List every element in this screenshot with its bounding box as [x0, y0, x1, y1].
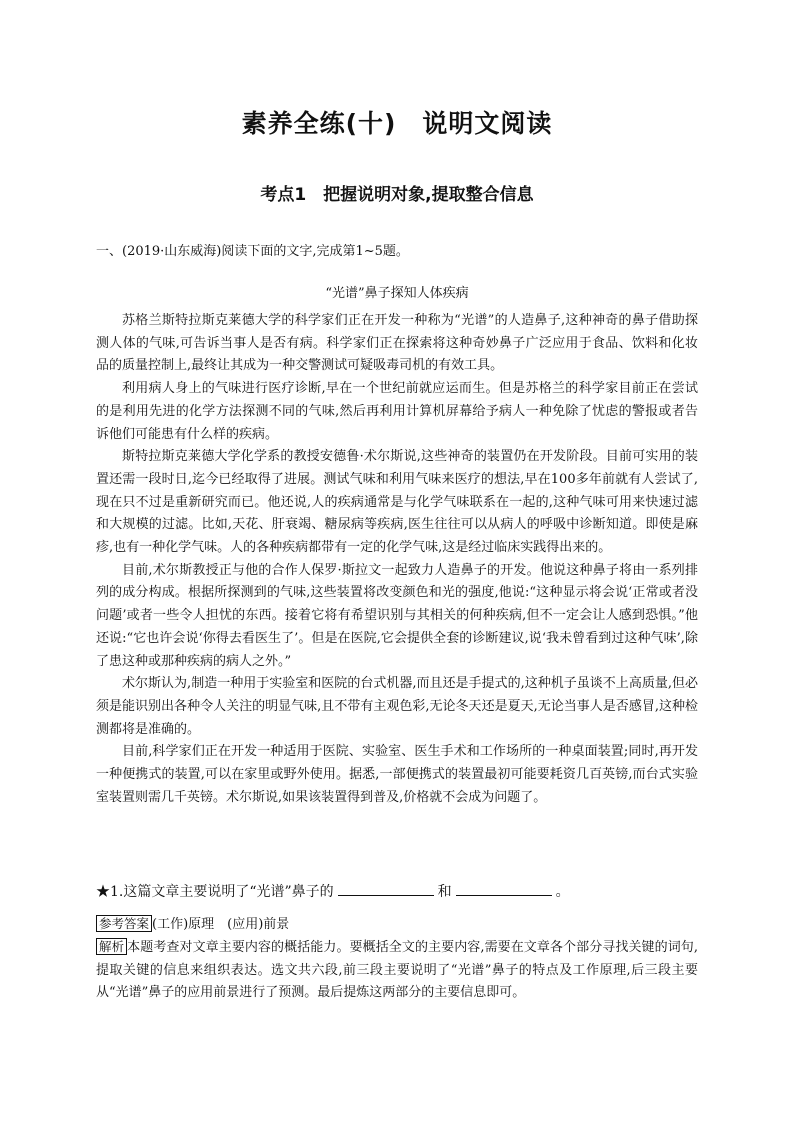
article-paragraph: 目前,科学家们正在开发一种适用于医院、实验室、医生手术和工作场所的一种桌面装置;同时,再开发一种便携式的装置,可以在家里或野外使用。据悉,一部便携式的装置最初可能要耗资几百英镑,而台式实验室装置则需几千英镑。术尔斯说,如果该装置得到普及,价格就不会成为问题了。 [96, 744, 698, 805]
article-body [96, 310, 698, 809]
article-paragraph: 苏格兰斯特拉斯克莱德大学的科学家们正在开发一种称为“光谱”的人造鼻子,这种神奇的鼻子借助探测人体的气味,可告诉当事人是否有病。科学家们正在探索将这种奇妙鼻子广泛应用于食品、饮料和化妆品的质量控制上,最终让其成为一种交警测试可疑吸毒司机的有效工具。 [96, 313, 698, 374]
question-1-suffix: 。 [555, 884, 570, 900]
answer-tag: 参考答案 [96, 915, 152, 932]
article-paragraph: 目前,术尔斯教授正与他的合作人保罗·斯拉文一起致力人造鼻子的开发。他说这种鼻子将由一系列排列的成分构成。根据所探测到的气味,这些装置将改变颜色和光的强度,他说:“这种显示将会说‘正常或者没问题’或者一些令人担忧的东西。接着它将有希望识别与其相关的何种疾病,但不一定会让人感到恐惧。”他还说:“它也许会说‘你得去看医生了’。但是在医院,它会提供全套的诊断建议,说‘我未曾看到过这种气味’,除了患这种或那种疾病的病人之外。” [96, 562, 698, 669]
reference-answer [96, 913, 289, 932]
article-paragraph: 斯特拉斯克莱德大学化学系的教授安德鲁·术尔斯说,这些神奇的装置仍在开发阶段。目前可实用的装置还需一段时日,迄今已经取得了进展。测试气味和利用气味来医疗的想法,早在100多年前就有人尝试了,现在只不过是重新研究而已。他还说,人的疾病通常是与化学气味联系在一起的,这种气味可用来快速过滤和大规模的过滤。比如,天花、肝衰竭、糖尿病等疾病,医生往往可以从病人的呼吸中诊断知道。即使是麻疹,也有一种化学气味。人的各种疾病都带有一定的化学气味,这是经过临床实践得出来的。 [96, 449, 698, 556]
analysis-tag: 解析 [96, 938, 127, 955]
article-title: “光谱”鼻子探知人体疾病 [325, 286, 469, 301]
analysis-text: 本题考查对文章主要内容的概括能力。要概括全文的主要内容,需要在文章各个部分寻找关键的词句,提取关键的信息来组织表达。选文共六段,前三段主要说明了“光谱”鼻子的特点及工作原理,后三段主要从“光谱”鼻子的应用前景进行了预测。最后提炼这两部分的主要信息即可。 [96, 940, 698, 1001]
answer-text: (工作)原理 (应用)前景 [152, 917, 290, 932]
answer-blank-2[interactable] [456, 883, 552, 896]
article-paragraph: 利用病人身上的气味进行医疗诊断,早在一个世纪前就应运而生。但是苏格兰的科学家目前正在尝试的是利用先进的化学方法探测不同的气味,然后再利用计算机屏幕给予病人一种免除了忧虑的警报或者告诉他们可能患有什么样的疾病。 [96, 381, 698, 442]
article-paragraph: 术尔斯认为,制造一种用于实验室和医院的台式机器,而且还是手提式的,这种机子虽谈不上高质量,但必须是能识别出各种令人关注的明显气味,且不带有主观色彩,无论冬天还是夏天,无论当事人是否感冒,这种检测都将是准确的。 [96, 676, 698, 737]
question-1-prefix: ★1.这篇文章主要说明了“光谱”鼻子的 [96, 884, 334, 900]
section-subtitle: 考点1 把握说明对象,提取整合信息 [260, 185, 534, 205]
question-1 [96, 881, 570, 901]
question-intro: 一、(2019·山东威海)阅读下面的文字,完成第1~5题。 [96, 244, 409, 259]
page-title: 素养全练(十) 说明文阅读 [241, 109, 553, 138]
analysis [96, 936, 698, 1005]
question-1-middle: 和 [437, 884, 452, 900]
answer-blank-1[interactable] [338, 883, 434, 896]
